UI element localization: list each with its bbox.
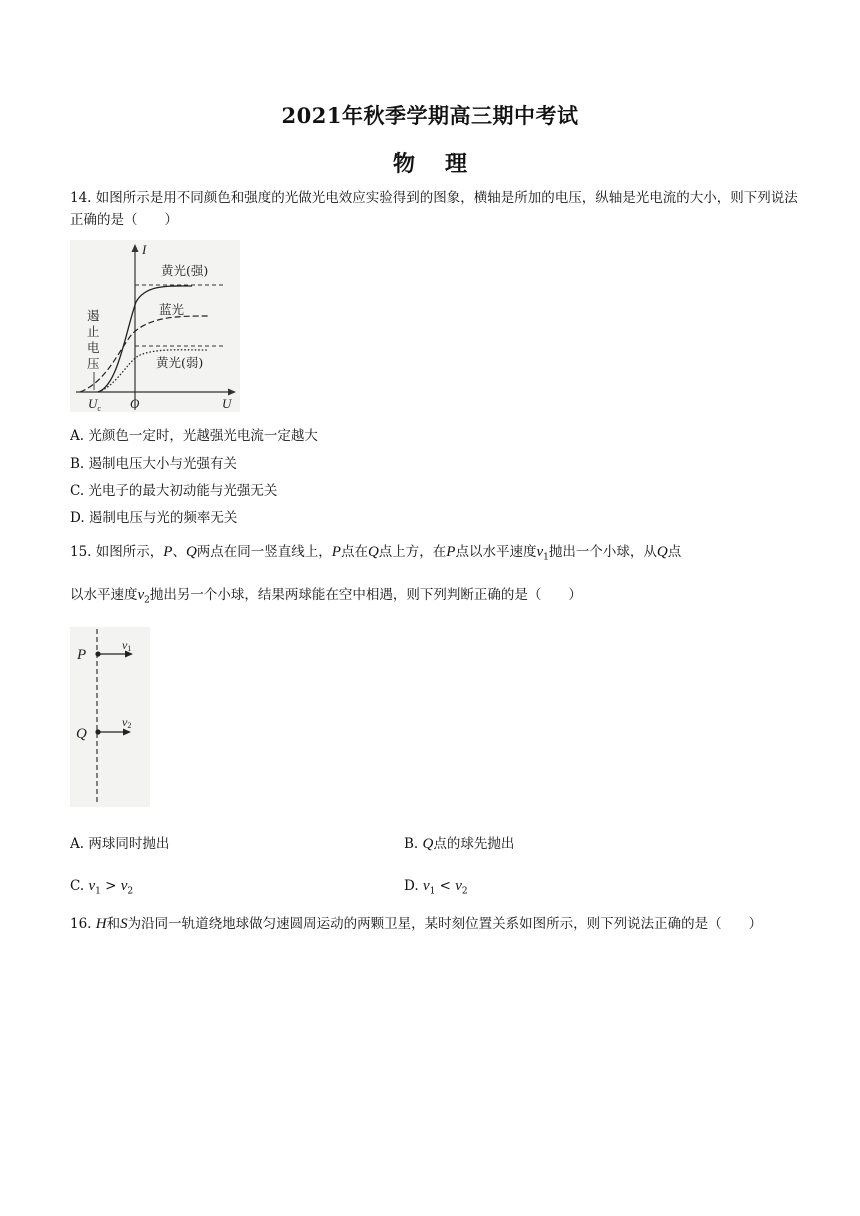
q15-option-d: D. $v_1 < v_2$ (404, 878, 468, 897)
label-yellow-strong: 黄光(强) (161, 263, 209, 278)
label-v1: v1 (122, 638, 132, 653)
subject-char-1: 物 (392, 151, 415, 177)
q14-option-a: A. 光颜色一定时，光越强光电流一定越大 (70, 428, 318, 444)
q14-option-d: D. 遏制电压与光的频率无关 (70, 510, 238, 526)
q14-option-b: B. 遏制电压大小与光强有关 (70, 456, 238, 472)
label-u: U (222, 396, 232, 411)
q14-option-c: C. 光电子的最大初动能与光强无关 (70, 483, 278, 499)
two-balls-diagram (70, 627, 150, 807)
label-stop-voltage-1: 遏 (87, 308, 100, 323)
label-yellow-weak: 黄光(弱) (156, 355, 204, 370)
label-i: I (142, 242, 147, 257)
label-stop-voltage-2: 止 (87, 324, 100, 339)
label-p: P (77, 647, 87, 663)
subject-char-2: 理 (445, 151, 468, 177)
q15-option-b: B. Q点的球先抛出 (404, 836, 515, 852)
q15-option-c: C. $v_1 > v_2$ (70, 878, 134, 897)
question-15-stem-line2: 以水平速度$v_2$抛出另一个小球，结果两球能在空中相遇，则下列判断正确的是（ ） (70, 587, 582, 606)
question-16-stem: 16. H和S为沿同一轨道绕地球做匀速圆周运动的两颗卫星，某时刻位置关系如图所示，则下列说法正确的是（ ） (70, 916, 763, 932)
label-q: Q (76, 726, 87, 742)
label-uc-main: U (88, 396, 98, 411)
label-stop-voltage-3: 电 (87, 340, 100, 355)
question-14-stem: 14. 如图所示是用不同颜色和强度的光做光电效应实验得到的图象，横轴是所加的电压，纵轴是光电流的大小，则下列说法正确的是（ ） (70, 190, 798, 228)
label-origin: O (130, 396, 140, 411)
photoelectric-iv-graph (70, 240, 240, 412)
label-blue: 蓝光 (159, 302, 185, 317)
q15-option-a: A. 两球同时抛出 (70, 836, 170, 852)
exam-title: 2021年秋季学期高三期中考试 (281, 103, 579, 128)
label-v2: v2 (122, 715, 132, 730)
question-15-stem-line1: 15. 如图所示，P、Q两点在同一竖直线上，P点在Q点上方，在P点以水平速度$v_1$抛出一个小球，从Q点 (70, 544, 682, 563)
label-uc-sub: c (97, 404, 101, 412)
label-stop-voltage-4: 压 (87, 356, 100, 371)
subject-heading (0, 147, 860, 178)
